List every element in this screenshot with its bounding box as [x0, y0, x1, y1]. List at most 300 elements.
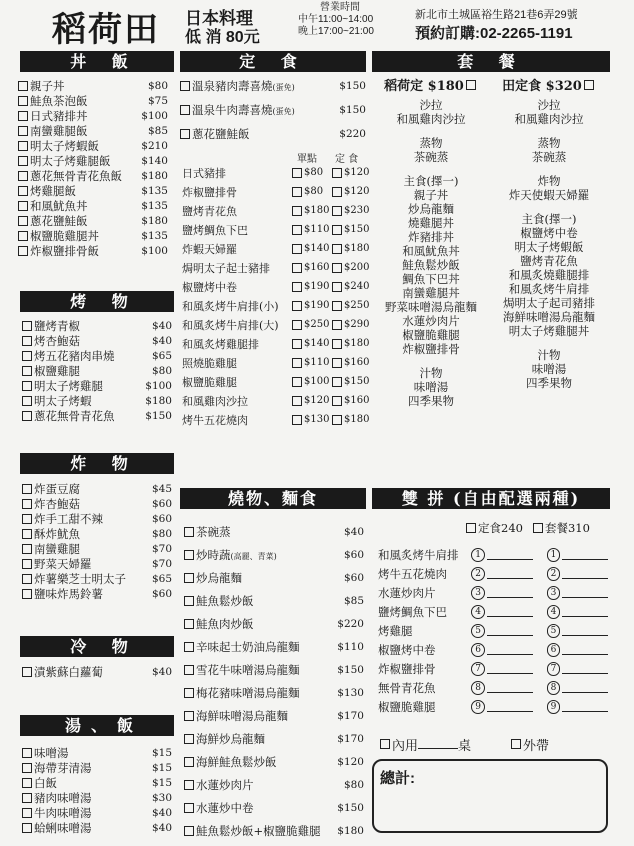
item-price: $110	[337, 640, 364, 653]
menu-item[interactable]	[22, 556, 172, 571]
double-combo-checkbox[interactable]	[533, 523, 543, 533]
den-set-checkbox[interactable]	[584, 80, 594, 90]
item-price: $65	[151, 572, 172, 585]
item-name: 親子丼	[30, 78, 65, 93]
item-checkbox[interactable]	[184, 711, 194, 721]
menu-item[interactable]	[22, 760, 172, 775]
item-price: $60	[343, 548, 364, 561]
menu-item[interactable]	[18, 228, 168, 243]
takeout-label: 外帶	[523, 738, 550, 754]
item-checkbox[interactable]	[22, 529, 32, 539]
menu-item[interactable]	[184, 635, 364, 658]
item-name	[196, 685, 337, 701]
price-option-single[interactable]	[292, 205, 332, 216]
price-option-single[interactable]	[292, 167, 332, 178]
price-option-single[interactable]	[292, 262, 332, 273]
slot-1-qty-field[interactable]	[487, 664, 533, 674]
menu-item[interactable]	[22, 775, 172, 790]
menu-item[interactable]	[184, 612, 364, 635]
option-price: $80	[304, 186, 324, 197]
combo-line: 鹽烤青花魚	[520, 254, 578, 268]
price-option-set[interactable]	[332, 300, 372, 311]
item-price: $150	[337, 801, 364, 814]
price-option-set[interactable]	[332, 205, 372, 216]
item-checkbox[interactable]	[18, 216, 28, 226]
option-checkbox[interactable]	[332, 187, 342, 197]
slot-number: 8	[471, 681, 485, 695]
price-option-set[interactable]	[332, 243, 372, 254]
combo-line: 炒烏龍麵	[408, 202, 454, 216]
menu-item[interactable]	[180, 74, 366, 98]
item-checkbox[interactable]	[22, 381, 32, 391]
menu-item[interactable]	[184, 727, 364, 750]
price-option-set[interactable]	[332, 167, 372, 178]
item-checkbox[interactable]	[18, 171, 28, 181]
menu-item[interactable]	[22, 586, 172, 601]
menu-item[interactable]	[22, 363, 172, 378]
double-list	[378, 545, 608, 716]
item-name	[196, 823, 337, 839]
combo-line: 燒雞腿丼	[408, 216, 454, 230]
item-name-text: 蔥花鹽鮭飯	[192, 127, 250, 141]
combo-line: 主食(擇一)	[403, 174, 459, 188]
menu-item[interactable]	[184, 543, 364, 566]
item-price: $15	[151, 746, 172, 759]
combo-line: 味噌湯	[413, 380, 449, 394]
slot-2-qty-field[interactable]	[562, 702, 608, 712]
item-name: 蔥花無骨青花魚飯	[30, 168, 122, 183]
slot-number: 1	[471, 548, 485, 562]
option-price: $160	[344, 357, 370, 368]
item-checkbox[interactable]	[184, 688, 194, 698]
combo-gap	[490, 126, 608, 136]
combo-line: 炸天使蝦天婦羅	[508, 188, 590, 202]
item-name	[196, 731, 337, 747]
option-checkbox[interactable]	[332, 225, 342, 235]
option-checkbox[interactable]	[332, 320, 342, 330]
option-checkbox[interactable]	[292, 339, 302, 349]
item-checkbox[interactable]	[18, 246, 28, 256]
item-price: $220	[337, 617, 364, 630]
set-meal-name: 和風炙烤雞腿排	[182, 337, 259, 351]
menu-item[interactable]	[22, 318, 172, 333]
item-price: $40	[151, 319, 172, 332]
item-checkbox[interactable]	[22, 499, 32, 509]
item-checkbox[interactable]	[22, 667, 32, 677]
table-number-field[interactable]	[418, 739, 458, 749]
item-name	[196, 593, 344, 609]
option-checkbox[interactable]	[332, 244, 342, 254]
item-name-text: 水蓮炒中卷	[196, 800, 254, 815]
option-checkbox[interactable]	[292, 282, 302, 292]
price-option-single[interactable]	[292, 243, 332, 254]
item-price: $15	[151, 761, 172, 774]
option-checkbox[interactable]	[332, 301, 342, 311]
menu-item[interactable]	[184, 658, 364, 681]
slot-2-qty-field[interactable]	[562, 588, 608, 598]
option-checkbox[interactable]	[332, 206, 342, 216]
combo-line: 茶碗蒸	[531, 150, 567, 164]
price-option-single[interactable]	[292, 281, 332, 292]
combo-line: 蒸物	[537, 136, 561, 150]
slot-number: 3	[471, 586, 485, 600]
item-checkbox[interactable]	[22, 823, 32, 833]
price-option-set[interactable]	[332, 357, 372, 368]
menu-item[interactable]	[22, 664, 172, 679]
menu-item[interactable]	[184, 589, 364, 612]
double-set-checkbox[interactable]	[466, 523, 476, 533]
item-name-text: 雪花牛味噌湯烏龍麵	[196, 662, 300, 677]
slot-2-qty-field[interactable]	[562, 683, 608, 693]
item-name-text: 水蓮炒肉片	[196, 777, 254, 792]
menu-item[interactable]	[18, 183, 168, 198]
set-meal-name: 椒鹽脆雞腿	[182, 375, 237, 389]
item-checkbox[interactable]	[22, 351, 32, 361]
item-price: $30	[151, 791, 172, 804]
slot-1-qty-field[interactable]	[487, 607, 533, 617]
menu-item[interactable]	[180, 122, 366, 146]
item-name	[196, 639, 337, 655]
takeout-checkbox[interactable]	[511, 739, 521, 749]
item-checkbox[interactable]	[180, 129, 190, 139]
item-price: $40	[151, 665, 172, 678]
fried-header: 炸 物	[20, 453, 174, 474]
option-checkbox[interactable]	[332, 396, 342, 406]
slot-1-qty-field[interactable]	[487, 645, 533, 655]
item-name	[196, 524, 344, 540]
slot-number: 2	[547, 567, 561, 581]
item-checkbox[interactable]	[22, 544, 32, 554]
item-name	[196, 754, 337, 770]
item-price: $15	[151, 776, 172, 789]
item-checkbox[interactable]	[22, 559, 32, 569]
option-checkbox[interactable]	[292, 377, 302, 387]
slot-1-qty-field[interactable]	[487, 569, 533, 579]
menu-item[interactable]	[22, 348, 172, 363]
option-checkbox[interactable]	[332, 168, 342, 178]
price-option-set[interactable]	[332, 186, 372, 197]
item-checkbox[interactable]	[18, 141, 28, 151]
combo-line: 和風雞肉沙拉	[514, 112, 584, 126]
item-name: 椒鹽脆雞腿丼	[30, 228, 99, 243]
item-note: (高麗、青菜)	[230, 551, 277, 561]
menu-item[interactable]	[18, 123, 168, 138]
option-checkbox[interactable]	[292, 320, 302, 330]
price-option-single[interactable]	[292, 376, 332, 387]
option-checkbox[interactable]	[332, 415, 342, 425]
menu-item[interactable]	[22, 496, 172, 511]
header	[0, 0, 634, 50]
option-checkbox[interactable]	[332, 263, 342, 273]
combo-gap	[372, 164, 490, 174]
option-checkbox[interactable]	[292, 415, 302, 425]
slot-number: 5	[471, 624, 485, 638]
menu-item[interactable]	[18, 108, 168, 123]
combo-line: 和風雞肉沙拉	[396, 112, 466, 126]
menu-item[interactable]	[22, 393, 172, 408]
inari-set-checkbox[interactable]	[466, 80, 476, 90]
option-checkbox[interactable]	[292, 168, 302, 178]
menu-item[interactable]	[180, 98, 366, 122]
item-checkbox[interactable]	[22, 589, 32, 599]
rice-bowl-header: 丼 飯	[20, 51, 174, 72]
set-meal-row	[182, 239, 372, 258]
option-checkbox[interactable]	[292, 301, 302, 311]
item-checkbox[interactable]	[184, 757, 194, 767]
item-name	[192, 126, 339, 142]
item-checkbox[interactable]	[22, 763, 32, 773]
price-option-set[interactable]	[332, 319, 372, 330]
item-price: $40	[343, 525, 364, 538]
inari-set-title[interactable]	[372, 80, 490, 98]
price-option-set[interactable]	[332, 395, 372, 406]
combo-gap	[490, 338, 608, 348]
item-checkbox[interactable]	[22, 574, 32, 584]
item-name-text: 梅花豬味噌湯烏龍麵	[196, 685, 300, 700]
item-checkbox[interactable]	[22, 808, 32, 818]
item-name: 日式豬排丼	[30, 108, 88, 123]
item-checkbox[interactable]	[184, 527, 194, 537]
double-item-name: 炸椒鹽排骨	[378, 661, 436, 676]
menu-item[interactable]	[184, 750, 364, 773]
option-checkbox[interactable]	[292, 358, 302, 368]
menu-item[interactable]	[18, 138, 168, 153]
item-checkbox[interactable]	[184, 642, 194, 652]
option-checkbox[interactable]	[332, 377, 342, 387]
menu-item[interactable]	[22, 745, 172, 760]
menu-item[interactable]	[18, 243, 168, 258]
item-checkbox[interactable]	[184, 665, 194, 675]
menu-item[interactable]	[18, 198, 168, 213]
set-meal-name: 和風雞肉沙拉	[182, 394, 248, 408]
slot-2-qty-field[interactable]	[562, 645, 608, 655]
slot-number: 5	[547, 624, 561, 638]
item-price: $80	[151, 527, 172, 540]
set-meal-name: 炸椒鹽排骨	[182, 185, 237, 199]
phone: 預約訂購:02-2265-1191	[415, 25, 573, 42]
item-name-text: 溫泉牛肉壽喜燒	[192, 103, 273, 117]
col-single: 單點	[297, 154, 317, 165]
menu-item[interactable]	[22, 790, 172, 805]
price-option-set[interactable]	[332, 376, 372, 387]
noodle-list	[184, 520, 364, 842]
item-price: $100	[141, 244, 168, 257]
item-checkbox[interactable]	[18, 231, 28, 241]
item-name: 烤杏鮑菇	[34, 333, 80, 348]
menu-item[interactable]	[184, 819, 364, 842]
item-checkbox[interactable]	[22, 336, 32, 346]
slot-2-qty-field[interactable]	[562, 550, 608, 560]
address: 新北市土城區裕生路21巷6弄29號	[415, 9, 578, 21]
menu-item[interactable]	[22, 805, 172, 820]
slot-2-qty-field[interactable]	[562, 569, 608, 579]
item-checkbox[interactable]	[180, 105, 190, 115]
combo-gap	[490, 202, 608, 212]
slot-1-qty-field[interactable]	[487, 683, 533, 693]
menu-item[interactable]	[18, 93, 168, 108]
item-checkbox[interactable]	[184, 550, 194, 560]
combo-line: 親子丼	[413, 188, 449, 202]
option-checkbox[interactable]	[292, 206, 302, 216]
hours-dinner: 晚上17:00~21:00	[298, 26, 374, 37]
menu-item[interactable]	[22, 511, 172, 526]
price-option-single[interactable]	[292, 319, 332, 330]
double-item-name: 和風炙烤牛肩排	[378, 547, 459, 562]
item-name: 明太子烤雞腿飯	[30, 153, 111, 168]
slot-number: 9	[471, 700, 485, 714]
item-checkbox[interactable]	[18, 186, 28, 196]
item-checkbox[interactable]	[184, 573, 194, 583]
slot-2-qty-field[interactable]	[562, 607, 608, 617]
menu-item[interactable]	[22, 408, 172, 423]
menu-item[interactable]	[22, 571, 172, 586]
dine-in-checkbox[interactable]	[380, 739, 390, 749]
price-option-single[interactable]	[292, 338, 332, 349]
slot-number: 3	[547, 586, 561, 600]
item-name: 味噌湯	[34, 745, 69, 760]
double-item	[378, 697, 608, 716]
item-checkbox[interactable]	[184, 780, 194, 790]
menu-item[interactable]	[22, 541, 172, 556]
item-checkbox[interactable]	[184, 826, 194, 836]
price-option-single[interactable]	[292, 300, 332, 311]
double-subtitle: (自由配選兩種)	[453, 489, 581, 508]
option-checkbox[interactable]	[292, 225, 302, 235]
item-name	[196, 777, 344, 793]
item-price: $150	[145, 409, 172, 422]
set-meal-header: 定 食	[180, 51, 366, 72]
combo-line: 明太子烤雞腿丼	[508, 324, 590, 338]
price-option-set[interactable]	[332, 224, 372, 235]
combo-line: 鯛魚下巴丼	[402, 272, 460, 286]
slot-2-qty-field[interactable]	[562, 664, 608, 674]
menu-item[interactable]	[22, 526, 172, 541]
item-name: 烤雞腿飯	[30, 183, 76, 198]
item-price: $150	[339, 80, 366, 92]
item-checkbox[interactable]	[22, 514, 32, 524]
combo-line: 水蓮炒肉片	[402, 314, 460, 328]
set-meal-row	[182, 201, 372, 220]
price-option-single[interactable]	[292, 224, 332, 235]
slot-1-qty-field[interactable]	[487, 550, 533, 560]
item-checkbox[interactable]	[18, 126, 28, 136]
option-price: $100	[304, 376, 330, 387]
item-checkbox[interactable]	[184, 619, 194, 629]
item-checkbox[interactable]	[22, 321, 32, 331]
price-option-set[interactable]	[332, 414, 372, 425]
item-checkbox[interactable]	[22, 484, 32, 494]
option-price: $250	[304, 319, 330, 330]
price-option-set[interactable]	[332, 338, 372, 349]
slot-2-qty-field[interactable]	[562, 626, 608, 636]
menu-item[interactable]	[18, 78, 168, 93]
slot-number: 2	[471, 567, 485, 581]
total-box[interactable]	[372, 759, 608, 833]
slot-number: 8	[547, 681, 561, 695]
price-option-single[interactable]	[292, 186, 332, 197]
item-checkbox[interactable]	[22, 748, 32, 758]
menu-item[interactable]	[18, 153, 168, 168]
item-checkbox[interactable]	[18, 96, 28, 106]
item-price: $80	[151, 364, 172, 377]
menu-item[interactable]	[18, 168, 168, 183]
item-checkbox[interactable]	[184, 803, 194, 813]
item-price: $85	[147, 124, 168, 137]
price-option-single[interactable]	[292, 395, 332, 406]
item-price: $180	[145, 394, 172, 407]
item-price: $100	[145, 379, 172, 392]
item-checkbox[interactable]	[18, 111, 28, 121]
price-option-set[interactable]	[332, 281, 372, 292]
item-checkbox[interactable]	[22, 396, 32, 406]
option-price: $230	[344, 205, 370, 216]
price-option-single[interactable]	[292, 357, 332, 368]
combo-gap	[490, 164, 608, 174]
combo-line: 椒鹽脆雞腿	[402, 328, 460, 342]
menu-item[interactable]	[22, 820, 172, 835]
item-name-text: 海鮮鮭魚鬆炒飯	[196, 754, 277, 769]
item-checkbox[interactable]	[18, 81, 28, 91]
item-checkbox[interactable]	[22, 411, 32, 421]
option-checkbox[interactable]	[332, 339, 342, 349]
item-checkbox[interactable]	[22, 793, 32, 803]
menu-item[interactable]	[184, 773, 364, 796]
combo-line: 茶碗蒸	[413, 150, 449, 164]
slot-number: 4	[547, 605, 561, 619]
item-checkbox[interactable]	[18, 201, 28, 211]
option-checkbox[interactable]	[292, 396, 302, 406]
item-name	[192, 78, 339, 94]
item-checkbox[interactable]	[180, 81, 190, 91]
option-price: $140	[304, 243, 330, 254]
item-name-text: 辛味起士奶油烏龍麵	[196, 639, 300, 654]
menu-item[interactable]	[184, 681, 364, 704]
option-checkbox[interactable]	[332, 358, 342, 368]
item-name	[196, 570, 344, 586]
menu-item[interactable]	[18, 213, 168, 228]
hours-lunch: 中午11:00~14:00	[298, 14, 374, 25]
set-meal-row	[182, 334, 372, 353]
option-checkbox[interactable]	[292, 244, 302, 254]
combo-line: 和風炙燒雞腿排	[508, 268, 590, 282]
option-checkbox[interactable]	[292, 263, 302, 273]
slot-1-qty-field[interactable]	[487, 626, 533, 636]
item-checkbox[interactable]	[22, 778, 32, 788]
item-checkbox[interactable]	[184, 734, 194, 744]
slot-1-qty-field[interactable]	[487, 588, 533, 598]
option-checkbox[interactable]	[292, 187, 302, 197]
menu-item[interactable]	[184, 566, 364, 589]
item-checkbox[interactable]	[184, 596, 194, 606]
menu-item[interactable]	[22, 481, 172, 496]
menu-item[interactable]	[22, 333, 172, 348]
menu-item[interactable]	[184, 520, 364, 543]
item-name: 明太子烤雞腿	[34, 378, 103, 393]
menu-item[interactable]	[184, 704, 364, 727]
price-option-single[interactable]	[292, 414, 332, 425]
slot-1-qty-field[interactable]	[487, 702, 533, 712]
option-checkbox[interactable]	[332, 282, 342, 292]
menu-item[interactable]	[22, 378, 172, 393]
dine-in-label: 內用	[392, 738, 419, 754]
item-checkbox[interactable]	[22, 366, 32, 376]
den-set-title[interactable]	[490, 80, 608, 98]
item-price: $220	[339, 128, 366, 140]
item-checkbox[interactable]	[18, 156, 28, 166]
menu-item[interactable]	[184, 796, 364, 819]
combo-line: 汁物	[419, 366, 443, 380]
price-option-set[interactable]	[332, 262, 372, 273]
